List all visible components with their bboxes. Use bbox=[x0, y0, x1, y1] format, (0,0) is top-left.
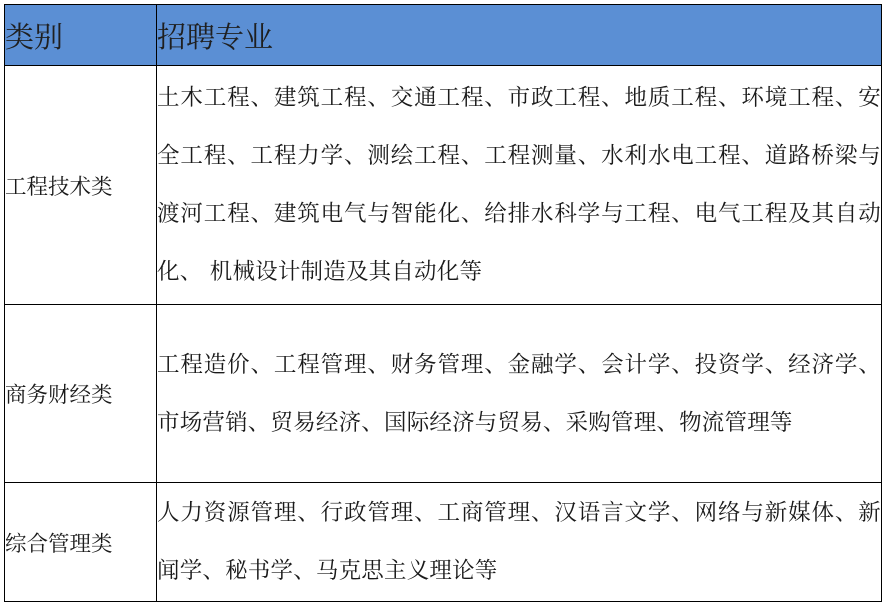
majors-cell: 工程造价、工程管理、财务管理、金融学、会计学、投资学、经济学、市场营销、贸易经济、国际经济与贸易、采购管理、物流管理等 bbox=[157, 305, 882, 483]
table-row bbox=[5, 483, 882, 602]
majors-table bbox=[4, 4, 882, 602]
table-header-row bbox=[5, 5, 882, 66]
header-category: 类别 bbox=[5, 5, 157, 66]
category-cell: 工程技术类 bbox=[5, 66, 157, 305]
table-row bbox=[5, 305, 882, 483]
header-majors: 招聘专业 bbox=[157, 5, 882, 66]
category-cell: 综合管理类 bbox=[5, 483, 157, 602]
majors-cell: 土木工程、建筑工程、交通工程、市政工程、地质工程、环境工程、安全工程、工程力学、测绘工程、工程测量、水利水电工程、道路桥梁与渡河工程、建筑电气与智能化、给排水科学与工程、电气工程及其自动化、 机械设计制造及其自动化等 bbox=[157, 66, 882, 305]
table-row bbox=[5, 66, 882, 305]
majors-cell: 人力资源管理、行政管理、工商管理、汉语言文学、网络与新媒体、新闻学、秘书学、马克思主义理论等 bbox=[157, 483, 882, 602]
category-cell: 商务财经类 bbox=[5, 305, 157, 483]
